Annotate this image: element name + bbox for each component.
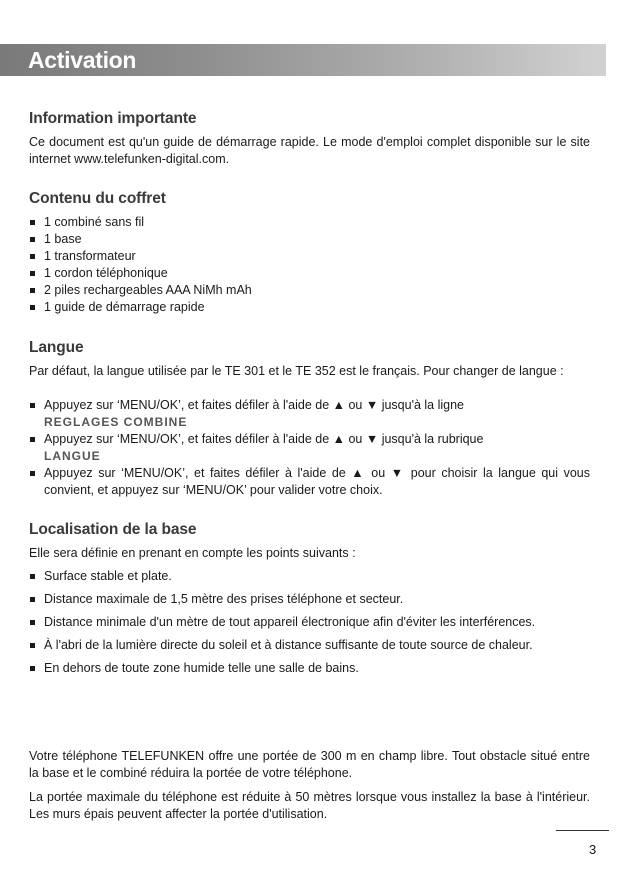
list-item: Appuyez sur ‘MENU/OK’, et faites défiler à l'aide de ▲ ou ▼ pour choisir la langue qui vous convient, et appuyez sur ‘MENU/OK’ pour valider votre choix. bbox=[29, 465, 590, 499]
bullet-icon bbox=[30, 620, 35, 625]
list-item: 1 guide de démarrage rapide bbox=[29, 299, 590, 316]
important-text: Ce document est qu'un guide de démarrage rapide. Le mode d'emploi complet disponible sur le site internet www.telefunken-digital.com. bbox=[29, 135, 590, 166]
list-item: En dehors de toute zone humide telle une salle de bains. bbox=[29, 660, 590, 677]
menu-name: LANGUE bbox=[44, 449, 101, 463]
page-number: 3 bbox=[589, 842, 597, 857]
list-item: Distance maximale de 1,5 mètre des prises téléphone et secteur. bbox=[29, 591, 590, 608]
bullet-icon bbox=[30, 288, 35, 293]
important-heading: Information importante bbox=[29, 110, 197, 127]
contents-list bbox=[29, 214, 590, 316]
bullet-icon bbox=[30, 471, 35, 476]
bullet-icon bbox=[30, 237, 35, 242]
bullet-icon bbox=[30, 643, 35, 648]
bullet-icon bbox=[30, 220, 35, 225]
list-item: Appuyez sur ‘MENU/OK’, et faites défiler à l'aide de ▲ ou ▼ jusqu'à la ligne REGLAGES COMBINE bbox=[29, 397, 590, 431]
bullet-icon bbox=[30, 403, 35, 408]
list-item: 1 combiné sans fil bbox=[29, 214, 590, 231]
list-item: Surface stable et plate. bbox=[29, 568, 590, 585]
list-item: 2 piles rechargeables AAA NiMh mAh bbox=[29, 282, 590, 299]
bullet-icon bbox=[30, 437, 35, 442]
footer-divider bbox=[556, 830, 609, 831]
bullet-icon bbox=[30, 254, 35, 259]
bullet-icon bbox=[30, 666, 35, 671]
list-item: 1 transformateur bbox=[29, 248, 590, 265]
list-item: 1 base bbox=[29, 231, 590, 248]
bullet-icon bbox=[30, 597, 35, 602]
section-banner bbox=[0, 44, 606, 76]
contents-heading: Contenu du coffret bbox=[29, 190, 166, 207]
section-title: Activation bbox=[28, 47, 137, 73]
list-item: 1 cordon téléphonique bbox=[29, 265, 590, 282]
language-steps bbox=[29, 397, 590, 499]
bullet-icon bbox=[30, 305, 35, 310]
list-item: Appuyez sur ‘MENU/OK’, et faites défiler à l'aide de ▲ ou ▼ jusqu'à la rubrique LANGUE bbox=[29, 431, 590, 465]
bullet-icon bbox=[30, 574, 35, 579]
language-intro: Par défaut, la langue utilisée par le TE 301 et le TE 352 est le français. Pour changer de langue : bbox=[29, 364, 564, 378]
bullet-icon bbox=[30, 271, 35, 276]
range-paragraph-2: La portée maximale du téléphone est réduite à 50 mètres lorsque vous installez la base à l'intérieur. Les murs épais peuvent affecter la portée d'utilisation. bbox=[29, 790, 590, 821]
list-item: Distance minimale d'un mètre de tout appareil électronique afin d'éviter les interférences. bbox=[29, 614, 590, 631]
range-paragraph-1: Votre téléphone TELEFUNKEN offre une portée de 300 m en champ libre. Tout obstacle situé entre la base et le combiné réduira la portée de votre téléphone. bbox=[29, 749, 590, 780]
location-list bbox=[29, 568, 590, 677]
location-intro: Elle sera définie en prenant en compte les points suivants : bbox=[29, 546, 356, 560]
menu-name: REGLAGES COMBINE bbox=[44, 415, 188, 429]
location-heading: Localisation de la base bbox=[29, 521, 197, 538]
language-heading: Langue bbox=[29, 339, 84, 356]
list-item: À l'abri de la lumière directe du soleil et à distance suffisante de toute source de chaleur. bbox=[29, 637, 590, 654]
